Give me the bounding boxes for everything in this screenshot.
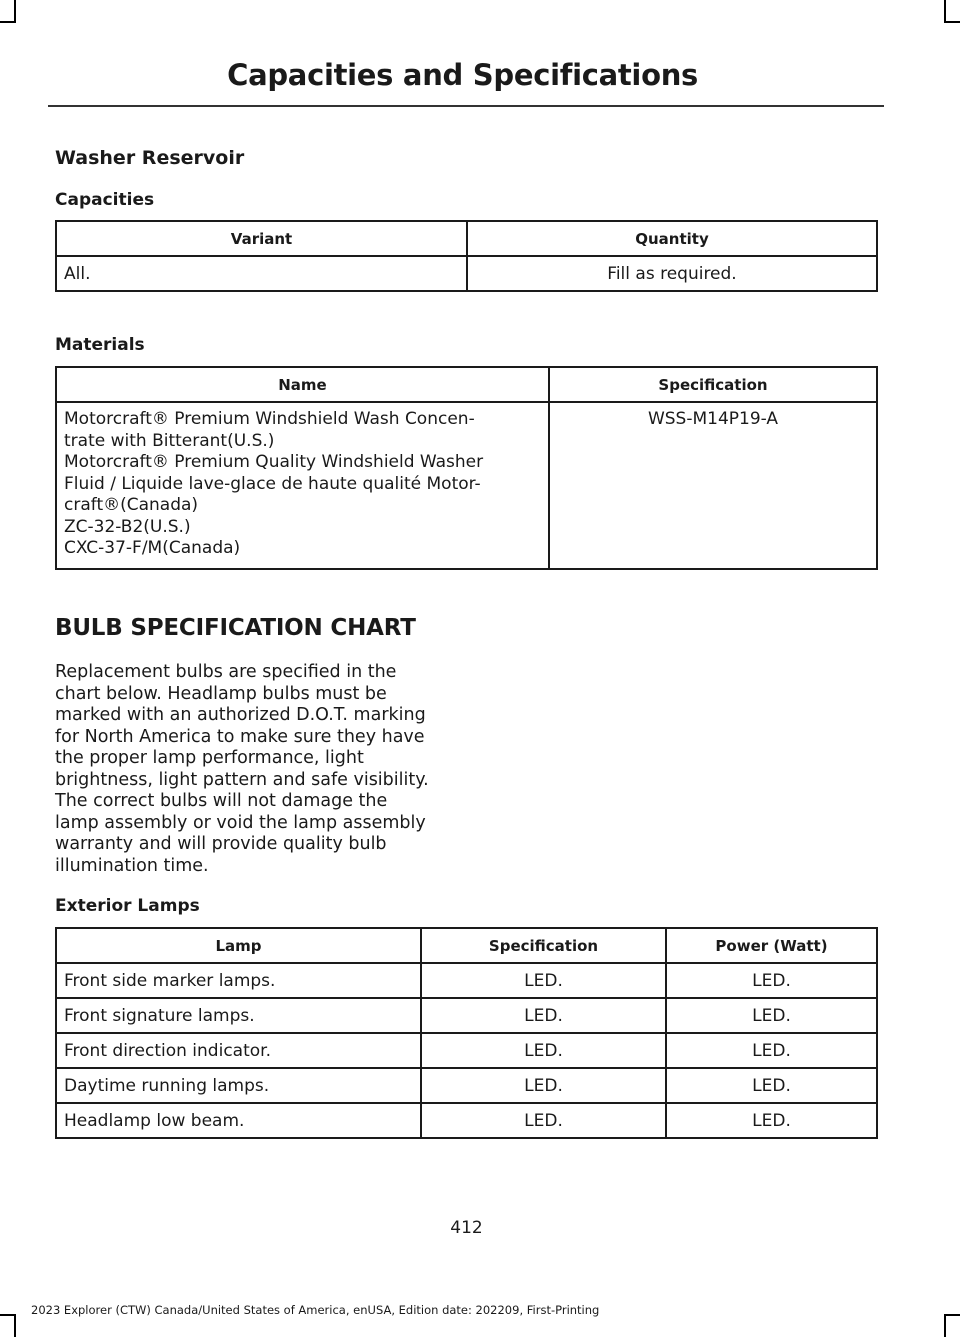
table-row (56, 1103, 877, 1138)
quantity-cell: Fill as required. (467, 256, 877, 291)
crop-mark (14, 1315, 16, 1337)
paragraph-line: brightness, light pattern and safe visibility. (55, 769, 429, 790)
paragraph-line: the proper lamp performance, light (55, 748, 364, 768)
lamp-cell: Front side marker lamps. (56, 963, 421, 998)
lamp-cell: Front direction indicator. (56, 1033, 421, 1068)
page-title: Capacities and Specifications (227, 58, 698, 92)
crop-mark (944, 0, 946, 22)
paragraph-line: for North America to make sure they have (55, 726, 425, 747)
material-name-line: Fluid / Liquide lave-glace de haute qualité Motor- (64, 473, 481, 494)
column-header: Quantity (467, 221, 877, 256)
paragraph-line: warranty and will provide quality bulb (55, 834, 387, 854)
paragraph-line: illumination time. (55, 855, 209, 876)
specification-cell: LED. (421, 1068, 666, 1103)
paragraph-line: lamp assembly or void the lamp assembly (55, 812, 426, 833)
material-spec-cell: WSS-M14P19-A (549, 402, 877, 569)
paragraph-line: marked with an authorized D.O.T. marking (55, 705, 426, 725)
material-name-line: trate with Bitterant(U.S.) (64, 430, 275, 451)
header-divider (48, 105, 884, 107)
power-cell: LED. (666, 998, 877, 1033)
specification-cell: LED. (421, 1033, 666, 1068)
bulb-chart-heading: BULB SPECIFICATION CHART (55, 615, 416, 641)
paragraph-line: The correct bulbs will not damage the (55, 791, 388, 811)
capacities-heading: Capacities (55, 190, 155, 210)
column-header: Specification (421, 928, 666, 963)
edition-footer: 2023 Explorer (CTW) Canada/United States of America, enUSA, Edition date: 202209, First-Printing (31, 1303, 600, 1317)
crop-mark (0, 21, 16, 23)
material-name-cell (56, 402, 549, 569)
exterior-lamps-heading: Exterior Lamps (55, 896, 200, 916)
crop-mark (944, 21, 960, 23)
table-header-row (56, 221, 877, 256)
washer-reservoir-heading: Washer Reservoir (55, 147, 245, 169)
material-name-line: Motorcraft® Premium Windshield Wash Concen- (64, 409, 475, 429)
material-name-line: CXC-37-F/M(Canada) (64, 538, 241, 558)
specification-cell: LED. (421, 1103, 666, 1138)
power-cell: LED. (666, 963, 877, 998)
page-number: 412 (450, 1218, 483, 1238)
column-header: Name (56, 367, 549, 402)
crop-mark (944, 1315, 946, 1337)
table-row (56, 1068, 877, 1103)
materials-heading: Materials (55, 335, 145, 355)
crop-mark (0, 1314, 16, 1316)
table-row (56, 998, 877, 1033)
lamp-cell: Daytime running lamps. (56, 1068, 421, 1103)
column-header: Lamp (56, 928, 421, 963)
table-row (56, 1033, 877, 1068)
paragraph-line: chart below. Headlamp bulbs must be (55, 683, 387, 704)
material-name-line: craft®(Canada) (64, 495, 199, 515)
exterior-lamps-table (55, 927, 878, 1139)
column-header: Variant (56, 221, 467, 256)
material-name-line: ZC-32-B2(U.S.) (64, 516, 191, 537)
materials-table (55, 366, 878, 570)
power-cell: LED. (666, 1068, 877, 1103)
table-row (56, 402, 877, 569)
capacities-table (55, 220, 878, 292)
power-cell: LED. (666, 1103, 877, 1138)
crop-mark (14, 0, 16, 22)
specification-cell: LED. (421, 963, 666, 998)
specification-cell: LED. (421, 998, 666, 1033)
power-cell: LED. (666, 1033, 877, 1068)
bulb-intro-paragraph (55, 662, 455, 877)
crop-mark (944, 1314, 960, 1316)
paragraph-line: Replacement bulbs are specified in the (55, 662, 397, 682)
table-row (56, 963, 877, 998)
material-name-line: Motorcraft® Premium Quality Windshield Washer (64, 452, 484, 472)
variant-cell: All. (56, 256, 467, 291)
lamp-cell: Front signature lamps. (56, 998, 421, 1033)
table-row (56, 256, 877, 291)
table-header-row (56, 367, 877, 402)
column-header: Specification (549, 367, 877, 402)
table-header-row (56, 928, 877, 963)
lamp-cell: Headlamp low beam. (56, 1103, 421, 1138)
column-header: Power (Watt) (666, 928, 877, 963)
